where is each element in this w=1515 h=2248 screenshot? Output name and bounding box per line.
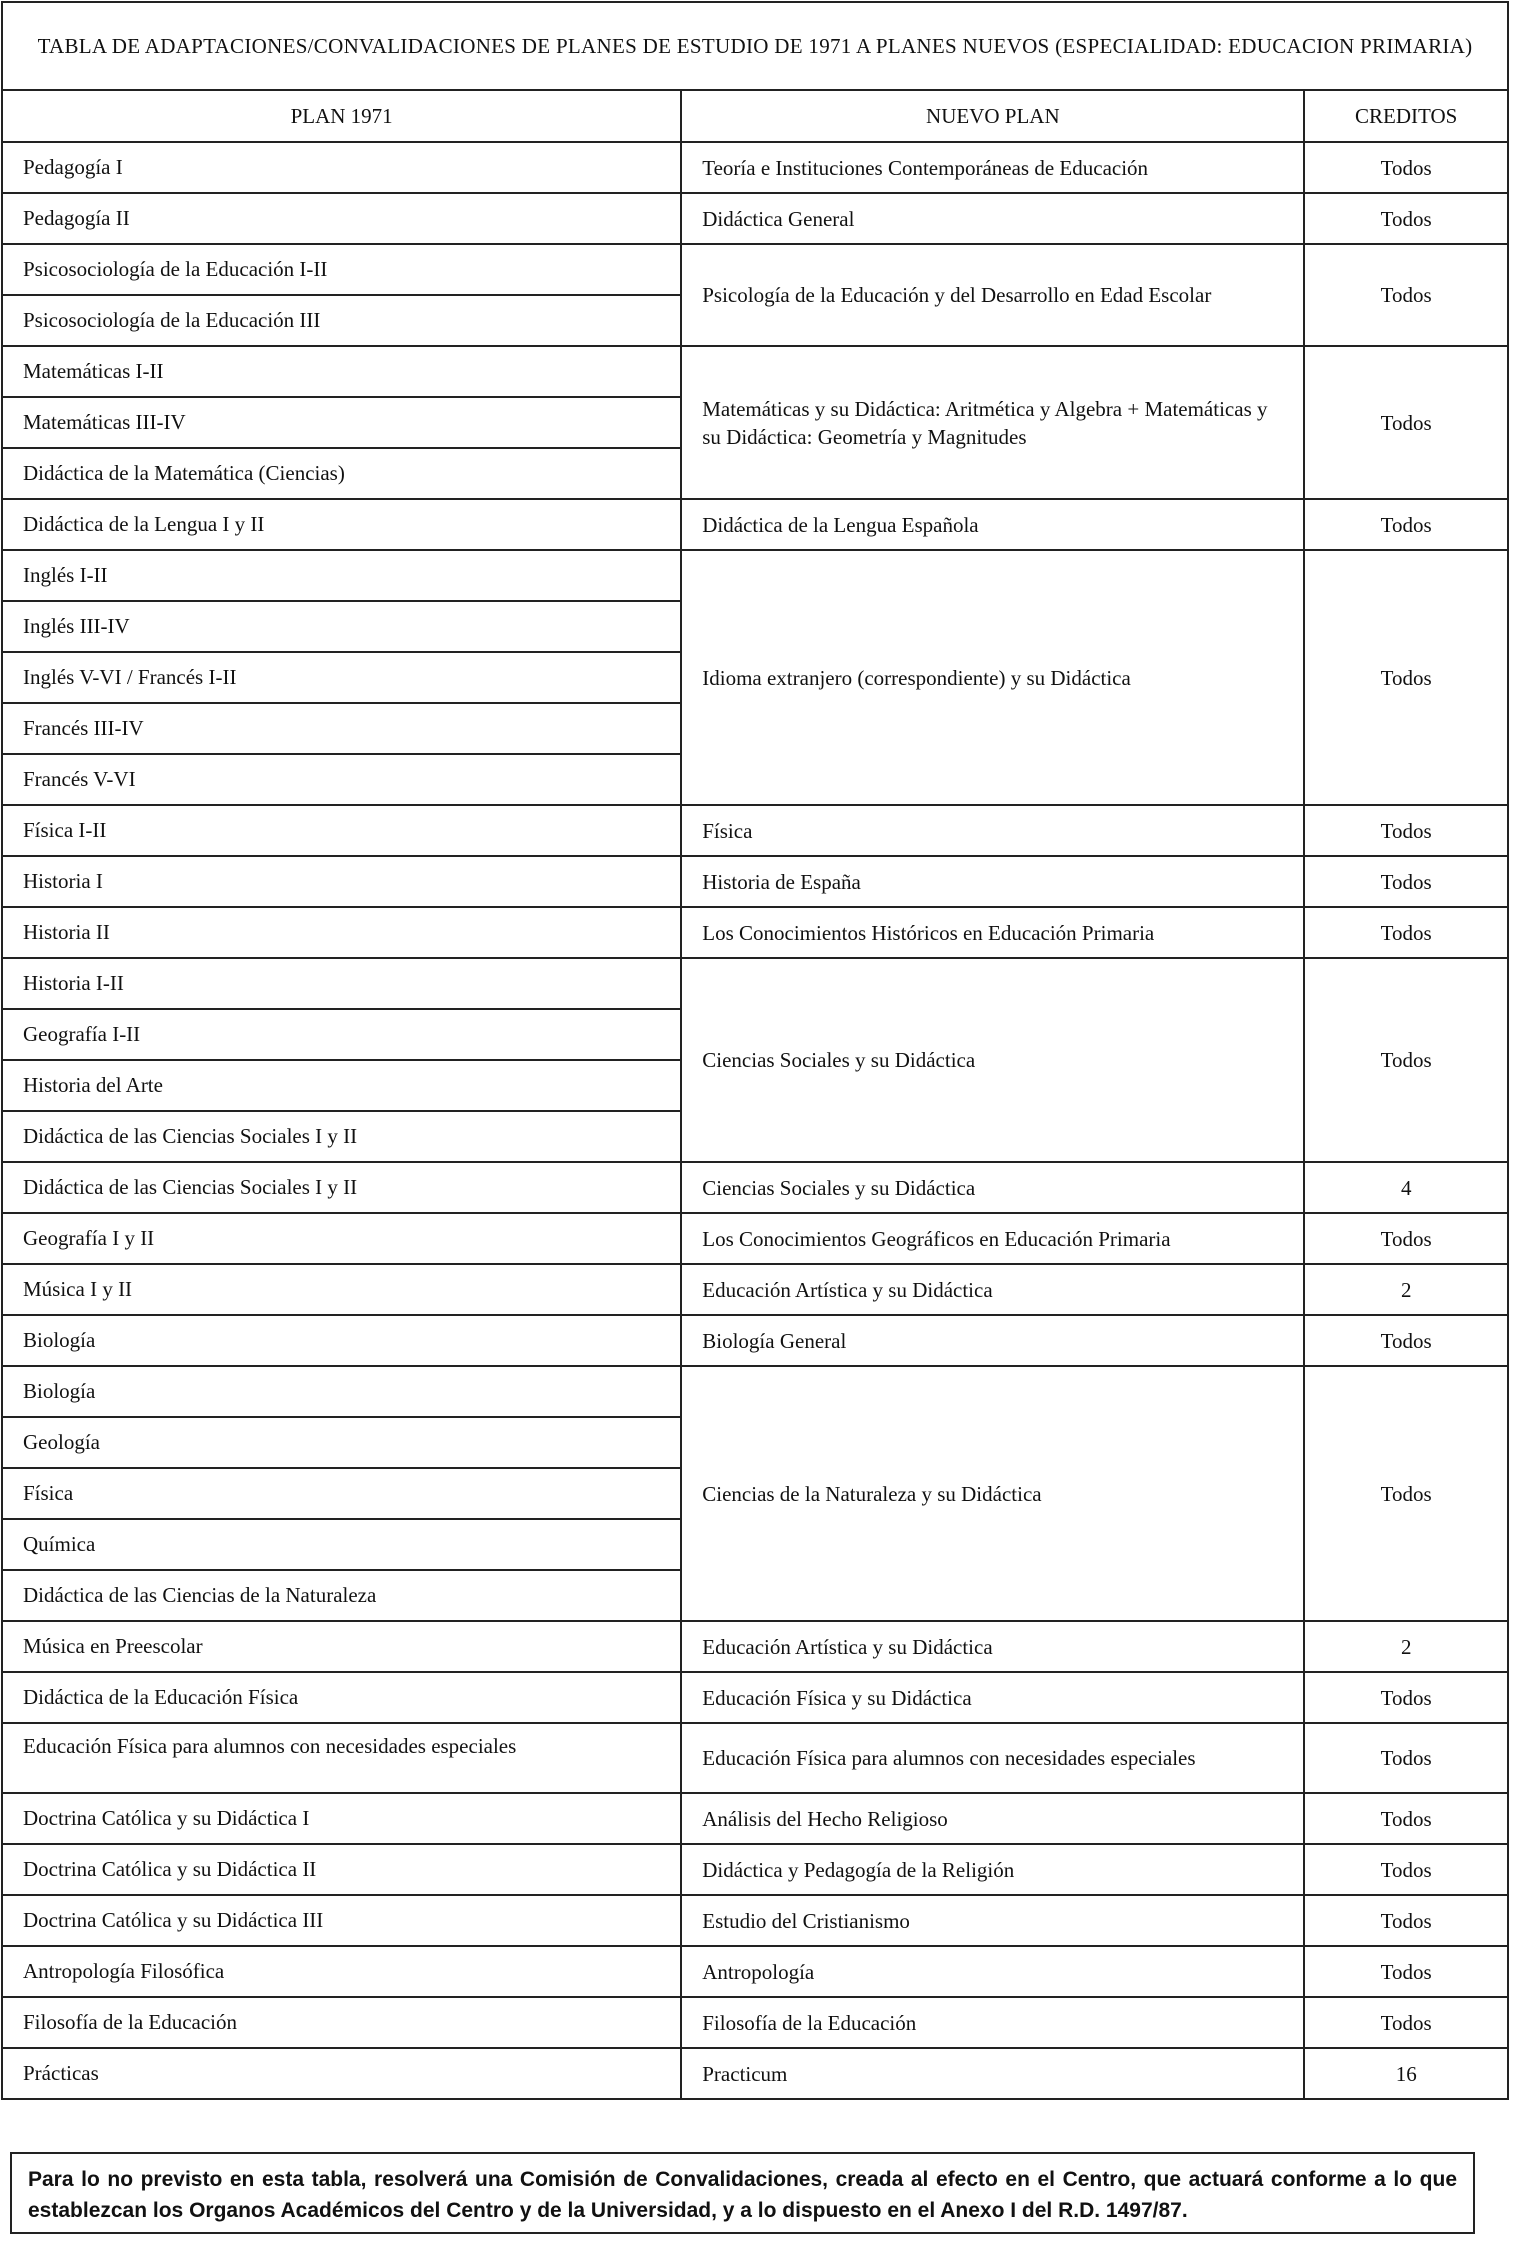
plan-1971-subject: Doctrina Católica y su Didáctica II [23, 1857, 317, 1881]
plan-1971-cell [2, 958, 681, 1162]
plan-1971-subject: Didáctica de las Ciencias Sociales I y II [23, 1175, 358, 1199]
nuevo-plan-cell: Educación Física y su Didáctica [681, 1672, 1304, 1723]
plan-1971-subject: Física [3, 1469, 680, 1520]
plan-1971-cell [2, 499, 681, 550]
nuevo-plan-cell: Didáctica General [681, 193, 1304, 244]
plan-1971-subject: Didáctica de la Educación Física [23, 1685, 299, 1709]
nuevo-plan-cell: Análisis del Hecho Religioso [681, 1793, 1304, 1844]
nuevo-plan-cell: Educación Artística y su Didáctica [681, 1264, 1304, 1315]
plan-1971-cell [2, 1672, 681, 1723]
plan-1971-subject: Historia I [23, 869, 103, 893]
plan-1971-subject: Pedagogía I [23, 155, 123, 179]
creditos-cell: Todos [1304, 1895, 1508, 1946]
nuevo-plan-cell: Matemáticas y su Didáctica: Aritmética y Algebra + Matemáticas y su Didáctica: Geometría y Magnitudes [681, 346, 1304, 499]
convalidation-table [1, 1, 1509, 2100]
table-row [2, 1366, 1508, 1621]
plan-1971-subject: Inglés III-IV [3, 602, 680, 653]
creditos-cell: Todos [1304, 244, 1508, 346]
plan-1971-cell [2, 1997, 681, 2048]
plan-1971-subject: Filosofía de la Educación [23, 2010, 238, 2034]
nuevo-plan-cell: Los Conocimientos Históricos en Educación Primaria [681, 907, 1304, 958]
creditos-cell: Todos [1304, 142, 1508, 193]
nuevo-plan-cell: Educación Física para alumnos con necesidades especiales [681, 1723, 1304, 1793]
creditos-cell: 16 [1304, 2048, 1508, 2099]
nuevo-plan-cell: Didáctica de la Lengua Española [681, 499, 1304, 550]
plan-1971-subject: Geografía I-II [3, 1010, 680, 1061]
plan-1971-subject: Doctrina Católica y su Didáctica I [23, 1806, 310, 1830]
creditos-cell: 2 [1304, 1264, 1508, 1315]
creditos-cell: Todos [1304, 1672, 1508, 1723]
table-body [2, 142, 1508, 2099]
plan-1971-cell [2, 244, 681, 346]
nuevo-plan-cell: Practicum [681, 2048, 1304, 2099]
plan-1971-subject: Historia I-II [3, 959, 680, 1010]
plan-1971-subject: Francés III-IV [3, 704, 680, 755]
table-row [2, 1946, 1508, 1997]
creditos-cell: Todos [1304, 499, 1508, 550]
plan-1971-cell [2, 1723, 681, 1793]
creditos-cell: Todos [1304, 1723, 1508, 1793]
table-row [2, 1315, 1508, 1366]
nuevo-plan-cell: Biología General [681, 1315, 1304, 1366]
plan-1971-subject: Biología [3, 1367, 680, 1418]
plan-1971-cell [2, 193, 681, 244]
nuevo-plan-cell: Ciencias Sociales y su Didáctica [681, 958, 1304, 1162]
table-row [2, 1672, 1508, 1723]
plan-1971-subject: Educación Física para alumnos con necesidades especiales [23, 1734, 517, 1758]
plan-1971-cell [2, 346, 681, 499]
plan-1971-cell [2, 1264, 681, 1315]
plan-1971-subject: Psicosociología de la Educación III [23, 308, 321, 332]
plan-1971-subject: Música I y II [23, 1277, 133, 1301]
table-row [2, 2048, 1508, 2099]
plan-1971-subject: Matemáticas III-IV [3, 398, 680, 449]
nuevo-plan-cell: Antropología [681, 1946, 1304, 1997]
nuevo-plan-cell: Ciencias de la Naturaleza y su Didáctica [681, 1366, 1304, 1621]
table-row [2, 1621, 1508, 1672]
nuevo-plan-cell: Teoría e Instituciones Contemporáneas de Educación [681, 142, 1304, 193]
nuevo-plan-cell: Los Conocimientos Geográficos en Educación Primaria [681, 1213, 1304, 1264]
creditos-cell: Todos [1304, 805, 1508, 856]
nuevo-plan-cell: Ciencias Sociales y su Didáctica [681, 1162, 1304, 1213]
plan-1971-cell [2, 1946, 681, 1997]
nuevo-plan-cell: Educación Artística y su Didáctica [681, 1621, 1304, 1672]
plan-1971-subject: Música en Preescolar [23, 1634, 203, 1658]
plan-1971-cell [2, 805, 681, 856]
creditos-cell: 2 [1304, 1621, 1508, 1672]
plan-1971-subject: Didáctica de las Ciencias de la Naturaleza [23, 1583, 377, 1607]
table-row [2, 1723, 1508, 1793]
plan-1971-cell [2, 1366, 681, 1621]
creditos-cell: Todos [1304, 550, 1508, 805]
creditos-cell: 4 [1304, 1162, 1508, 1213]
creditos-cell: Todos [1304, 1997, 1508, 2048]
table-row [2, 856, 1508, 907]
nuevo-plan-cell: Psicología de la Educación y del Desarrollo en Edad Escolar [681, 244, 1304, 346]
table-row [2, 1844, 1508, 1895]
nuevo-plan-cell: Estudio del Cristianismo [681, 1895, 1304, 1946]
plan-1971-cell [2, 142, 681, 193]
plan-1971-cell [2, 1315, 681, 1366]
creditos-cell: Todos [1304, 958, 1508, 1162]
table-row [2, 193, 1508, 244]
plan-1971-subject: Geología [3, 1418, 680, 1469]
plan-1971-subject: Inglés I-II [3, 551, 680, 602]
nuevo-plan-cell: Didáctica y Pedagogía de la Religión [681, 1844, 1304, 1895]
plan-1971-subject: Física I-II [23, 818, 107, 842]
creditos-cell: Todos [1304, 346, 1508, 499]
plan-1971-subject: Psicosociología de la Educación I-II [3, 245, 680, 296]
plan-1971-cell [2, 2048, 681, 2099]
table-row [2, 907, 1508, 958]
table-row [2, 550, 1508, 805]
creditos-cell: Todos [1304, 193, 1508, 244]
column-header-creditos: CREDITOS [1304, 90, 1508, 142]
table-row [2, 1213, 1508, 1264]
table-row [2, 805, 1508, 856]
creditos-cell: Todos [1304, 1844, 1508, 1895]
table-row [2, 1793, 1508, 1844]
plan-1971-subject: Doctrina Católica y su Didáctica III [23, 1908, 324, 1932]
plan-1971-cell [2, 1621, 681, 1672]
nuevo-plan-cell: Física [681, 805, 1304, 856]
creditos-cell: Todos [1304, 856, 1508, 907]
plan-1971-cell [2, 1844, 681, 1895]
footnote-box: Para lo no previsto en esta tabla, resolverá una Comisión de Convalidaciones, creada al efecto en el Centro, que actuará conforme a lo que establezcan los Organos Académicos del Centro y de la Universidad, y a lo dispuesto en el Anexo I del R.D. 1497/87. [10, 2152, 1475, 2234]
table-row [2, 346, 1508, 499]
plan-1971-subject: Didáctica de la Matemática (Ciencias) [23, 461, 345, 485]
plan-1971-subject: Antropología Filosófica [23, 1959, 225, 1983]
creditos-cell: Todos [1304, 1315, 1508, 1366]
plan-1971-subject: Inglés V-VI / Francés I-II [3, 653, 680, 704]
plan-1971-cell [2, 1895, 681, 1946]
table-row [2, 958, 1508, 1162]
plan-1971-subject: Pedagogía II [23, 206, 130, 230]
creditos-cell: Todos [1304, 1366, 1508, 1621]
plan-1971-subject: Geografía I y II [23, 1226, 155, 1250]
plan-1971-subject: Historia II [23, 920, 110, 944]
plan-1971-subject: Matemáticas I-II [3, 347, 680, 398]
plan-1971-subject: Historia del Arte [3, 1061, 680, 1112]
table-row [2, 1162, 1508, 1213]
table-row [2, 1895, 1508, 1946]
nuevo-plan-cell: Idioma extranjero (correspondiente) y su Didáctica [681, 550, 1304, 805]
plan-1971-cell [2, 907, 681, 958]
plan-1971-subject: Didáctica de las Ciencias Sociales I y II [23, 1124, 358, 1148]
plan-1971-cell [2, 1162, 681, 1213]
plan-1971-subject: Prácticas [23, 2061, 99, 2085]
plan-1971-cell [2, 550, 681, 805]
plan-1971-subject: Química [3, 1520, 680, 1571]
plan-1971-cell [2, 1793, 681, 1844]
table-row [2, 1264, 1508, 1315]
plan-1971-subject: Francés V-VI [23, 767, 136, 791]
plan-1971-cell [2, 856, 681, 907]
creditos-cell: Todos [1304, 1213, 1508, 1264]
plan-1971-subject: Biología [23, 1328, 96, 1352]
nuevo-plan-cell: Filosofía de la Educación [681, 1997, 1304, 2048]
plan-1971-cell [2, 1213, 681, 1264]
creditos-cell: Todos [1304, 907, 1508, 958]
column-header-nuevo-plan: NUEVO PLAN [681, 90, 1304, 142]
column-header-plan-1971: PLAN 1971 [2, 90, 681, 142]
nuevo-plan-cell: Historia de España [681, 856, 1304, 907]
table-row [2, 1997, 1508, 2048]
table-row [2, 244, 1508, 346]
creditos-cell: Todos [1304, 1946, 1508, 1997]
table-title: TABLA DE ADAPTACIONES/CONVALIDACIONES DE PLANES DE ESTUDIO DE 1971 A PLANES NUEVOS (ESPECIALIDAD: EDUCACION PRIMARIA) [2, 2, 1508, 90]
table-row [2, 499, 1508, 550]
creditos-cell: Todos [1304, 1793, 1508, 1844]
plan-1971-subject: Didáctica de la Lengua I y II [23, 512, 265, 536]
table-row [2, 142, 1508, 193]
